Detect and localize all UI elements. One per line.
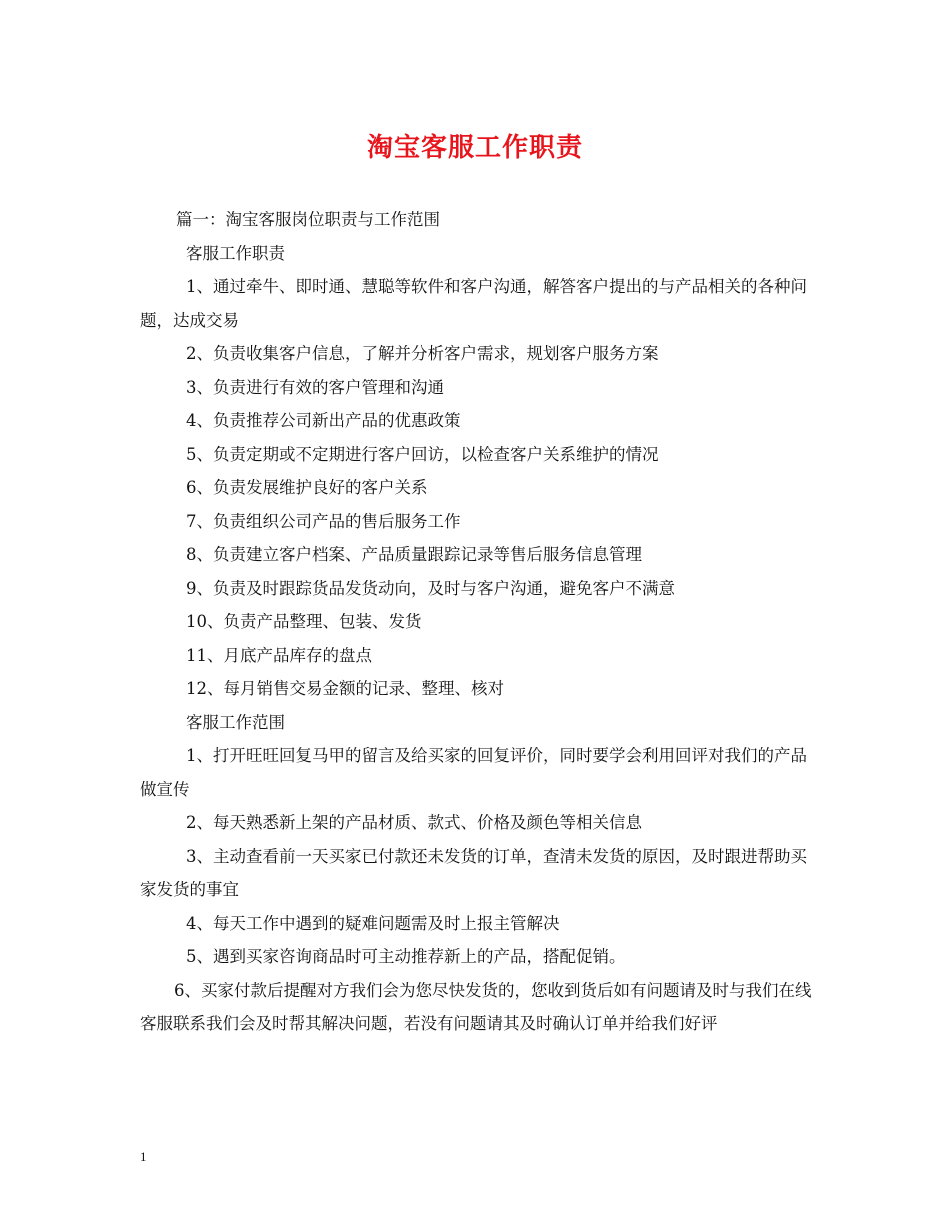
list-item: 1、打开旺旺回复马甲的留言及给买家的回复评价，同时要学会利用回评对我们的产品做宣传 (140, 746, 807, 799)
section-heading: 篇一：淘宝客服岗位职责与工作范围 (176, 210, 440, 229)
list-item: 11、月底产品库存的盘点 (186, 645, 372, 665)
list-item: 6、买家付款后提醒对方我们会为您尽快发货的，您收到货后如有问题请及时与我们在线客服联系我们会及时帮其解决问题，若没有问题请其及时确认订单并给我们好评 (140, 980, 812, 1033)
list-item: 4、每天工作中遇到的疑难问题需及时上报主管解决 (186, 913, 560, 933)
list-item: 3、主动查看前一天买家已付款还未发货的订单，查清未发货的原因，及时跟进帮助买家发货的事宜 (140, 846, 807, 899)
document-title: 淘宝客服工作职责 (366, 133, 583, 163)
list-item: 4、负责推荐公司新出产品的优惠政策 (186, 411, 461, 430)
document-body (140, 203, 812, 1041)
list-item: 5、遇到买家咨询商品时可主动推荐新上的产品，搭配促销。 (186, 947, 626, 966)
list-item: 2、负责收集客户信息，了解并分析客户需求，规划客户服务方案 (186, 344, 659, 363)
list-item: 2、每天熟悉新上架的产品材质、款式、价格及颜色等相关信息 (186, 813, 642, 832)
list-item: 3、负责进行有效的客户管理和沟通 (186, 377, 444, 397)
subsection-heading: 客服工作职责 (186, 243, 285, 263)
list-item: 1、通过牵牛、即时通、慧聪等软件和客户沟通，解答客户提出的与产品相关的各种问题，达成交易 (140, 277, 807, 330)
list-item: 8、负责建立客户档案、产品质量跟踪记录等售后服务信息管理 (186, 545, 642, 564)
page-number: 1 (140, 1149, 147, 1164)
list-item: 6、负责发展维护良好的客户关系 (186, 478, 428, 497)
list-item: 7、负责组织公司产品的售后服务工作 (186, 511, 461, 531)
list-item: 9、负责及时跟踪货品发货动向，及时与客户沟通，避免客户不满意 (186, 578, 675, 598)
list-item: 12、每月销售交易金额的记录、整理、核对 (186, 679, 504, 698)
list-item: 10、负责产品整理、包装、发货 (186, 612, 422, 631)
subsection-heading: 客服工作范围 (186, 712, 285, 732)
list-item: 5、负责定期或不定期进行客户回访，以检查客户关系维护的情况 (186, 444, 659, 464)
